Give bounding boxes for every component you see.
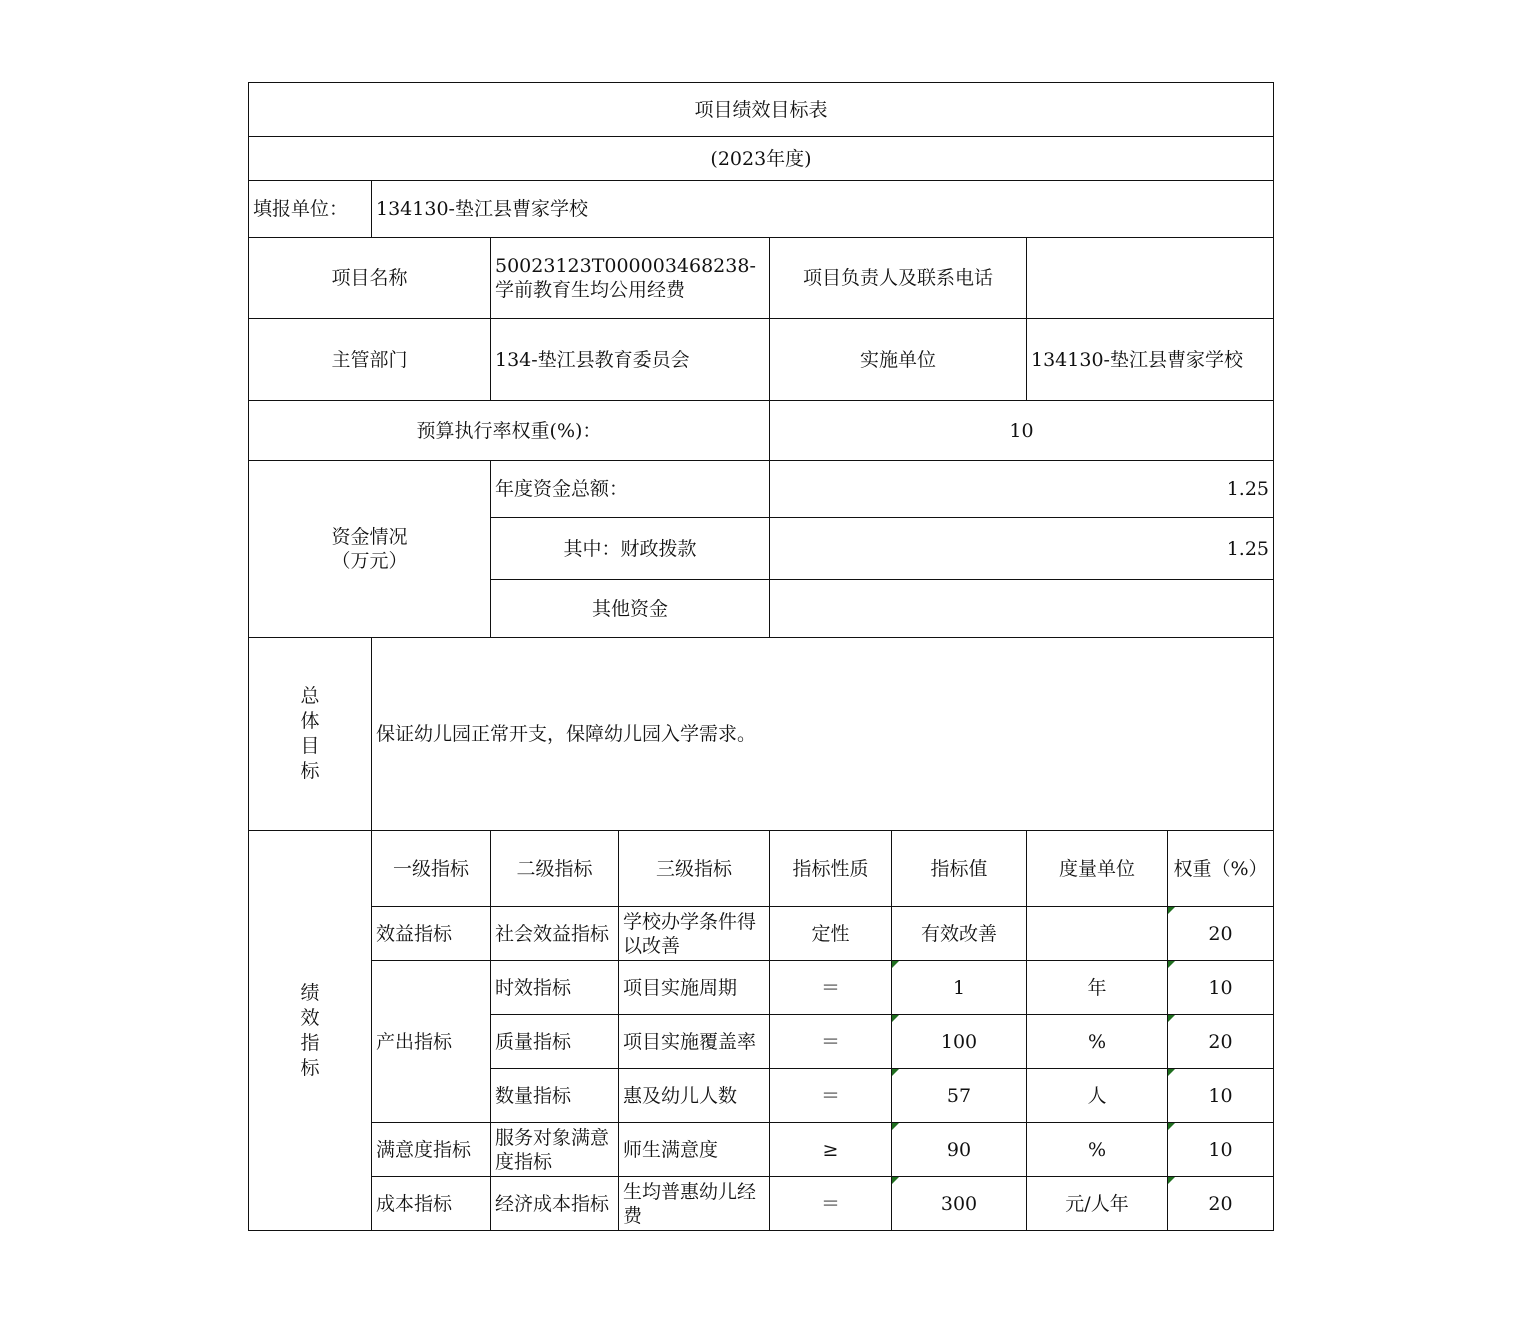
funds-other-value	[770, 580, 1274, 638]
project-contact-label: 项目负责人及联系电话	[770, 238, 1027, 319]
value-cell: 1	[892, 961, 1027, 1015]
unit-cell: 元/人年	[1027, 1177, 1168, 1231]
weight-cell: 10	[1168, 1069, 1274, 1123]
unit-cell: %	[1027, 1015, 1168, 1069]
unit-cell	[1027, 907, 1168, 961]
nature-cell: ＝	[770, 961, 892, 1015]
table-row	[249, 961, 1274, 1015]
budget-weight-value: 10	[770, 401, 1274, 461]
reporting-unit-value: 134130-垫江县曹家学校	[372, 181, 1274, 238]
level3-cell: 项目实施覆盖率	[619, 1015, 770, 1069]
nature-cell: ＝	[770, 1015, 892, 1069]
level3-cell: 惠及幼儿人数	[619, 1069, 770, 1123]
value-cell: 57	[892, 1069, 1027, 1123]
value-cell: 有效改善	[892, 907, 1027, 961]
header-nature: 指标性质	[770, 831, 892, 907]
implementing-unit-value: 134130-垫江县曹家学校	[1027, 319, 1274, 401]
weight-cell: 10	[1168, 1123, 1274, 1177]
nature-cell: ≥	[770, 1123, 892, 1177]
level3-cell: 学校办学条件得以改善	[619, 907, 770, 961]
value-cell: 100	[892, 1015, 1027, 1069]
level3-cell: 生均普惠幼儿经费	[619, 1177, 770, 1231]
weight-cell: 20	[1168, 1177, 1274, 1231]
level3-cell: 项目实施周期	[619, 961, 770, 1015]
nature-cell: 定性	[770, 907, 892, 961]
header-level1: 一级指标	[372, 831, 491, 907]
table-row	[249, 1177, 1274, 1231]
budget-weight-label: 预算执行率权重(%)：	[249, 401, 770, 461]
project-contact-value	[1027, 238, 1274, 319]
page-title: 项目绩效目标表	[249, 83, 1274, 137]
funds-fiscal-value: 1.25	[770, 518, 1274, 580]
department-value: 134-垫江县教育委员会	[491, 319, 770, 401]
unit-cell: %	[1027, 1123, 1168, 1177]
performance-table	[248, 82, 1274, 1231]
funds-other-label: 其他资金	[491, 580, 770, 638]
level2-cell: 时效指标	[491, 961, 619, 1015]
table-row	[249, 1123, 1274, 1177]
level2-cell: 经济成本指标	[491, 1177, 619, 1231]
overall-goal-value: 保证幼儿园正常开支，保障幼儿园入学需求。	[372, 638, 1274, 831]
nature-cell: ＝	[770, 1069, 892, 1123]
page-subtitle: (2023年度)	[249, 137, 1274, 181]
level2-cell: 服务对象满意度指标	[491, 1123, 619, 1177]
header-weight: 权重（%）	[1168, 831, 1274, 907]
group-satisfaction: 满意度指标	[372, 1123, 491, 1177]
reporting-unit-label: 填报单位：	[249, 181, 372, 238]
nature-cell: ＝	[770, 1177, 892, 1231]
header-unit: 度量单位	[1027, 831, 1168, 907]
funds-label-line1: 资金情况	[331, 526, 408, 548]
funds-label	[249, 461, 491, 638]
funds-label-line2: （万元）	[331, 550, 408, 572]
project-name-label: 项目名称	[249, 238, 491, 319]
weight-cell: 10	[1168, 961, 1274, 1015]
level2-cell: 社会效益指标	[491, 907, 619, 961]
weight-cell: 20	[1168, 907, 1274, 961]
implementing-unit-label: 实施单位	[770, 319, 1027, 401]
overall-goal-label: 总体目标	[249, 638, 372, 831]
value-cell: 90	[892, 1123, 1027, 1177]
funds-fiscal-label: 其中：财政拨款	[491, 518, 770, 580]
header-level2: 二级指标	[491, 831, 619, 907]
project-name-value: 50023123T000003468238-学前教育生均公用经费	[491, 238, 770, 319]
level2-cell: 数量指标	[491, 1069, 619, 1123]
level2-cell: 质量指标	[491, 1015, 619, 1069]
group-benefit: 效益指标	[372, 907, 491, 961]
table-row	[249, 907, 1274, 961]
header-level3: 三级指标	[619, 831, 770, 907]
level3-cell: 师生满意度	[619, 1123, 770, 1177]
performance-target-sheet	[248, 82, 1273, 1231]
unit-cell: 人	[1027, 1069, 1168, 1123]
group-output: 产出指标	[372, 961, 491, 1123]
funds-total-label: 年度资金总额：	[491, 461, 770, 518]
indicators-label: 绩效指标	[249, 831, 372, 1231]
funds-total-value: 1.25	[770, 461, 1274, 518]
value-cell: 300	[892, 1177, 1027, 1231]
group-cost: 成本指标	[372, 1177, 491, 1231]
department-label: 主管部门	[249, 319, 491, 401]
header-value: 指标值	[892, 831, 1027, 907]
unit-cell: 年	[1027, 961, 1168, 1015]
weight-cell: 20	[1168, 1015, 1274, 1069]
